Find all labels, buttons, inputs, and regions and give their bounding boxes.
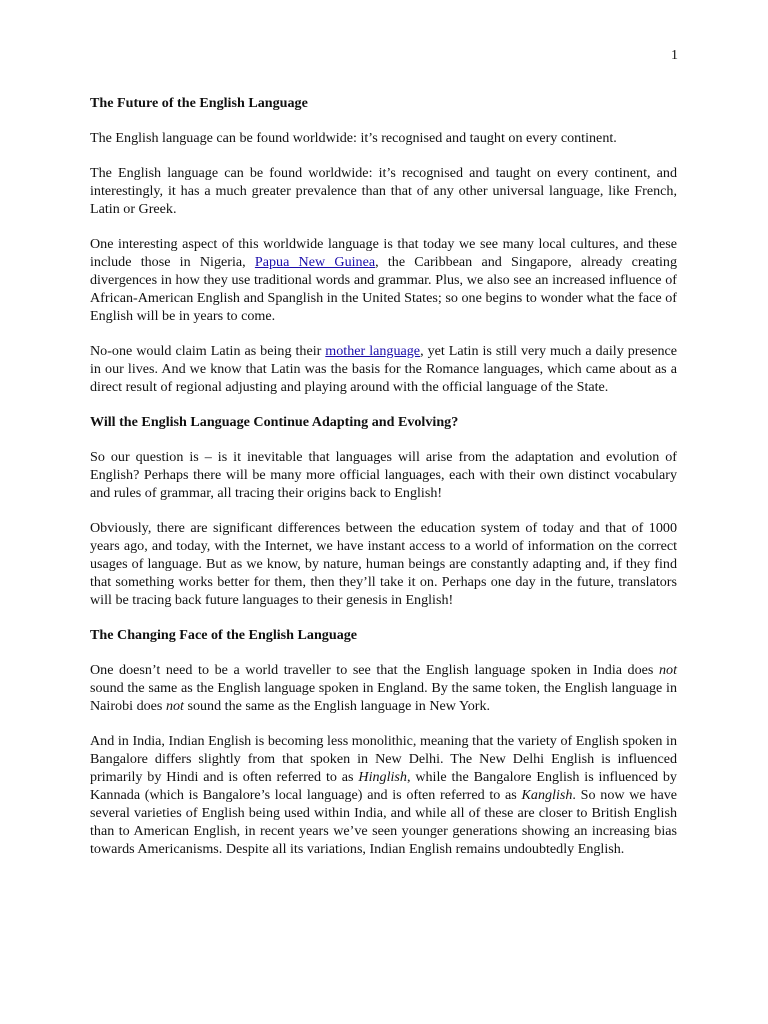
- emphasis-hinglish: Hinglish: [358, 769, 407, 785]
- paragraph-text: sound the same as the English language spoken in England. By the same token, the English language in Nairobi does: [90, 680, 677, 714]
- section-heading-adapting: Will the English Language Continue Adapting and Evolving?: [90, 414, 459, 430]
- paragraph-indian-english: [90, 732, 677, 858]
- paragraph-local-cultures: [90, 235, 677, 325]
- emphasis-kanglish: Kanglish: [521, 787, 573, 803]
- paragraph-text: , yet Latin is still very much a daily presence in our lives. And we know that Latin was the basis for the Romance languages, which came about as a direct result of regional adjusting and playing around with the official language of the State.: [90, 343, 678, 395]
- paragraph-india-england: [90, 661, 677, 715]
- paragraph-text: And in India, Indian English is becoming less monolithic, meaning that the variety of English spoken in Bangalore differs slightly from that spoken in New Delhi. The New Delhi English is influenced primarily by Hindi and is often referred to as: [90, 733, 677, 785]
- document-body: [90, 94, 677, 875]
- paragraph-text: . So now we have several varieties of English being used within India, and while all of these are closer to British English than to American English, in recent years we’ve seen younger generations showing an increasing bias towards Americanisms. Despite all its variations, Indian English remains undoubtedly English.: [90, 787, 678, 857]
- title-heading: The Future of the English Language: [90, 95, 308, 111]
- paragraph-text: , while the Bangalore English is influenced by Kannada (which is Bangalore’s local language) and is often referred to as: [90, 769, 677, 803]
- paragraph-text: No-one would claim Latin as being their: [90, 343, 326, 359]
- page-number: 1: [671, 48, 678, 63]
- paragraph-question: So our question is – is it inevitable that languages will arise from the adaptation and evolution of English? Perhaps there will be many more official languages, each with their own distinct vocabulary and rules of grammar, all tracing their origins back to English!: [90, 449, 677, 501]
- emphasis-not: not: [165, 698, 184, 714]
- paragraph-text: , the Caribbean and Singapore, already creating divergences in how they use traditional words and grammar. Plus, we also see an increased influence of African-American English and Spanglish in the United States; so one begins to wonder what the face of English will be in years to come.: [90, 254, 677, 324]
- paragraph-text: sound the same as the English language in New York.: [183, 698, 491, 714]
- paragraph-latin: [90, 342, 677, 396]
- emphasis-not: not: [658, 662, 677, 678]
- mother-language-link[interactable]: mother language: [325, 343, 421, 359]
- paragraph-education: Obviously, there are significant differences between the education system of today and that of 1000 years ago, and today, with the Internet, we have instant access to a world of information on the correct usages of language. But as we know, by nature, human beings are constantly adapting and, if they find that something works better for them, then they’ll take it on. Perhaps one day in the future, translators will be tracing back future languages to their genesis in English!: [90, 520, 677, 608]
- paragraph-worldwide: The English language can be found worldwide: it’s recognised and taught on every continent, and interestingly, it has a much greater prevalence than that of any other universal language, like French, Latin or Greek.: [90, 165, 677, 217]
- paragraph-text: One interesting aspect of this worldwide language is that today we see many local cultures, and these include those in Nigeria,: [90, 236, 677, 270]
- papua-new-guinea-link[interactable]: Papua New Guinea: [254, 254, 376, 270]
- paragraph-intro: The English language can be found worldwide: it’s recognised and taught on every continent.: [90, 130, 617, 146]
- section-heading-changing-face: The Changing Face of the English Language: [90, 627, 358, 643]
- paragraph-text: One doesn’t need to be a world traveller to see that the English language spoken in India does: [90, 662, 659, 678]
